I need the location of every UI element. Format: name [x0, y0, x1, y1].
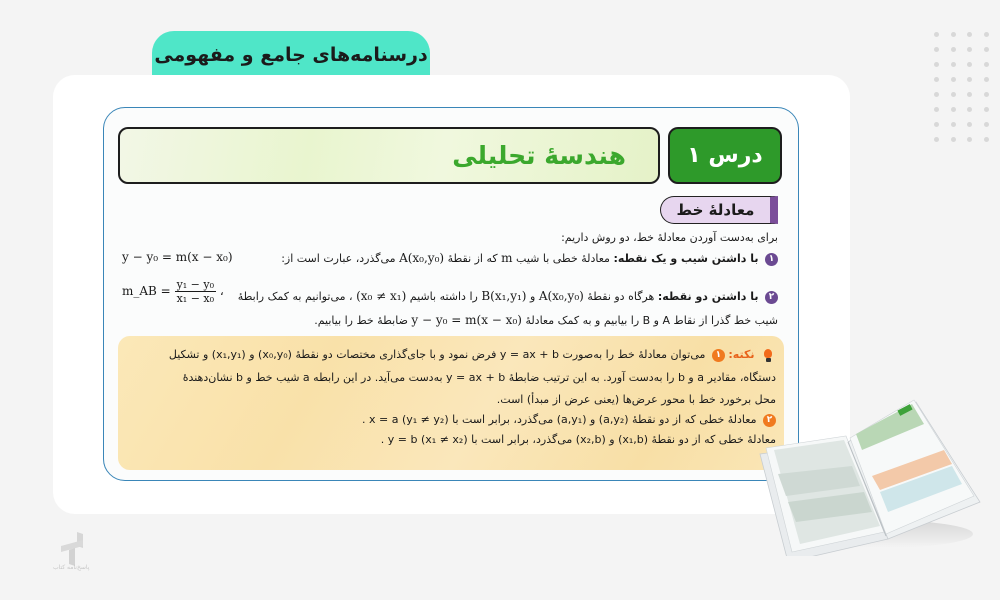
- tab-label-text: درسنامه‌های جامع و مفهومی: [154, 44, 428, 66]
- section-heading: معادلهٔ خط: [676, 201, 755, 219]
- note-number-1-icon: ۱: [712, 349, 725, 362]
- slope-fraction: $\frac{\text{y₁ − y₀}}{\text{x₁ − x₀}}$: [176, 278, 215, 305]
- note-box: [118, 336, 784, 470]
- note-line-1: نکته: ۱ می‌توان معادلهٔ خط را به‌صورت y = ax + b فرض نمود و با جای‌گذاری مختصات دو نقطهٔ (x₀,y₀) و (x₁,y₁) و تشکیل: [126, 346, 776, 364]
- lesson-number-text: درس ۱: [687, 143, 763, 168]
- number-1-icon: ۱: [765, 253, 778, 266]
- intro-text: برای به‌دست آوردن معادلهٔ خط، دو روش داریم:: [561, 231, 778, 244]
- slope-formula: m_AB = $\frac{\text{y₁ − y₀}}{\text{x₁ − x₀}}$ ،: [122, 278, 224, 305]
- open-book-illustration: [748, 384, 984, 556]
- note-line-3: محل برخورد خط با محور عرض‌ها (یعنی عرض از مبدأ) است.: [496, 393, 776, 406]
- point-slope-formula: y − y₀ = m(x − x₀): [122, 250, 233, 264]
- note-number-2-icon: ۲: [763, 414, 776, 427]
- textbook-page-excerpt: [103, 107, 799, 481]
- lesson-title: هندسهٔ تحلیلی: [452, 141, 626, 170]
- lightbulb-icon: [760, 346, 776, 364]
- lesson-title-banner: [118, 127, 660, 184]
- method-2-line-2: شیب خط گذرا از نقاط A و B را بیابیم و به کمک معادلهٔ y − y₀ = m(x − x₀) ضابطهٔ خط را بیابیم.: [314, 313, 778, 327]
- decorative-dot-grid: [934, 32, 995, 142]
- lesson-number-badge: [668, 127, 782, 184]
- note-line-2: دستگاه، مقادیر a و b را به‌دست آورد. به این ترتیب ضابطهٔ y = ax + b به‌دست می‌آید. در این رابطه a شیب خط و b نشان‌دهندهٔ: [182, 371, 776, 384]
- method-2-heading: با داشتن دو نقطه:: [657, 290, 759, 303]
- note-line-4: ۲ معادلهٔ خطی که از دو نقطهٔ (a,y₂) و (a,y₁) می‌گذرد، برابر است با x = a (y₁ ≠ y₂) .: [126, 412, 776, 428]
- number-2-icon: ۲: [765, 291, 778, 304]
- method-1-heading: با داشتن شیب و یک نقطه:: [613, 252, 759, 265]
- brand-logo-text: پاسخ‌نامه کتاب: [53, 564, 90, 571]
- method-1-line: ۱ با داشتن شیب و یک نقطه: معادلهٔ خطی با شیب m که از نقطهٔ A(x₀,y₀) می‌گذرد، عبارت است از:: [281, 250, 778, 267]
- method-2-line-1: ۲ با داشتن دو نقطه: هرگاه دو نقطهٔ A(x₀,y₀) و B(x₁,y₁) را داشته باشیم (x₀ ≠ x₁) ، می‌توانیم به کمک رابطهٔ: [238, 288, 778, 305]
- note-line-5: معادلهٔ خطی که از دو نقطهٔ (x₁,b) و (x₂,b) می‌گذرد، برابر است با y = b (x₁ ≠ x₂) .: [380, 433, 776, 446]
- note-label: نکته:: [728, 348, 755, 361]
- section-tab-label: [152, 31, 430, 79]
- section-heading-tag: [660, 196, 778, 224]
